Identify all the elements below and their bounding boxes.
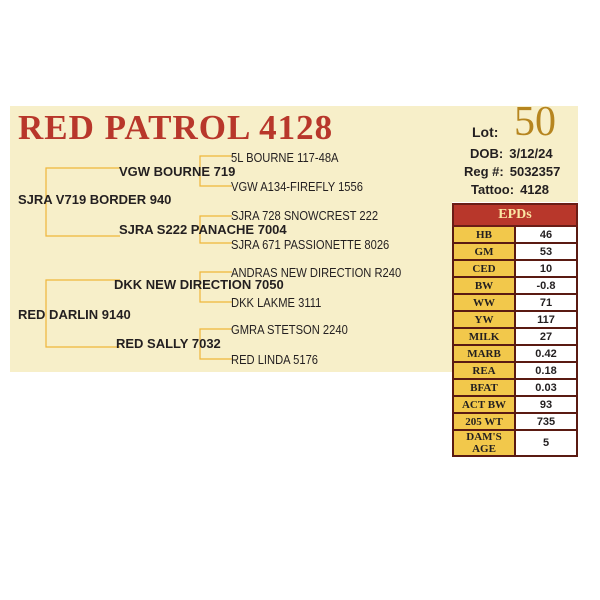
dob-label: DOB: xyxy=(470,146,504,161)
epd-row xyxy=(453,294,577,311)
epd-value: -0.8 xyxy=(515,277,577,294)
pedigree-dam: RED DARLIN 9140 xyxy=(18,307,131,322)
pedigree-sire-sire-sire: 5L BOURNE 117-48A xyxy=(231,150,339,165)
pedigree-sire-sire: VGW BOURNE 719 xyxy=(119,164,236,179)
pedigree-sire: SJRA V719 BORDER 940 xyxy=(18,192,172,207)
epd-label: GM xyxy=(453,243,515,260)
lot-number: 50 xyxy=(514,99,556,145)
lot-label: Lot: xyxy=(472,124,499,140)
epd-row xyxy=(453,226,577,243)
epd-value: 5 xyxy=(515,430,577,456)
epd-row xyxy=(453,345,577,362)
epd-row xyxy=(453,243,577,260)
epd-value: 93 xyxy=(515,396,577,413)
epd-row xyxy=(453,277,577,294)
dob-value: 3/12/24 xyxy=(509,146,553,161)
epd-label: BFAT xyxy=(453,379,515,396)
epd-value: 117 xyxy=(515,311,577,328)
epd-value: 27 xyxy=(515,328,577,345)
epd-row xyxy=(453,430,577,456)
epd-row xyxy=(453,379,577,396)
epd-label: MILK xyxy=(453,328,515,345)
pedigree-dam-dam-dam: RED LINDA 5176 xyxy=(231,352,319,367)
epd-value: 0.18 xyxy=(515,362,577,379)
epd-label: CED xyxy=(453,260,515,277)
animal-name-title: RED PATROL 4128 xyxy=(18,108,334,147)
epd-value: 71 xyxy=(515,294,577,311)
epd-row xyxy=(453,413,577,430)
pedigree-sire-dam-sire: SJRA 728 SNOWCREST 222 xyxy=(231,208,379,223)
pedigree-sire-sire-dam: VGW A134-FIREFLY 1556 xyxy=(231,179,363,194)
epd-row xyxy=(453,260,577,277)
pedigree-sire-dam-dam: SJRA 671 PASSIONETTE 8026 xyxy=(231,237,390,252)
epd-label: 205 WT xyxy=(453,413,515,430)
epd-value: 46 xyxy=(515,226,577,243)
epd-label: MARB xyxy=(453,345,515,362)
epd-table-header: EPDs xyxy=(453,204,577,226)
epd-label: REA xyxy=(453,362,515,379)
epd-value: 10 xyxy=(515,260,577,277)
pedigree-dam-sire: DKK NEW DIRECTION 7050 xyxy=(114,277,284,292)
pedigree-dam-sire-dam: DKK LAKME 3111 xyxy=(231,295,322,310)
epd-row xyxy=(453,328,577,345)
pedigree-sire-dam: SJRA S222 PANACHE 7004 xyxy=(119,222,287,237)
epd-row xyxy=(453,396,577,413)
pedigree-dam-dam: RED SALLY 7032 xyxy=(116,336,221,351)
pedigree-dam-dam-sire: GMRA STETSON 2240 xyxy=(231,322,348,337)
epd-label: DAM'S AGE xyxy=(453,430,515,456)
epd-value: 53 xyxy=(515,243,577,260)
epd-row xyxy=(453,362,577,379)
tattoo-value: 4128 xyxy=(520,182,549,197)
reg-label: Reg #: xyxy=(464,164,504,179)
pedigree-dam-sire-sire: ANDRAS NEW DIRECTION R240 xyxy=(231,265,402,280)
epd-value: 0.42 xyxy=(515,345,577,362)
tattoo-label: Tattoo: xyxy=(471,182,515,197)
epd-table xyxy=(452,203,578,457)
epd-label: YW xyxy=(453,311,515,328)
epd-label: ACT BW xyxy=(453,396,515,413)
epd-value: 735 xyxy=(515,413,577,430)
epd-label: HB xyxy=(453,226,515,243)
epd-label: BW xyxy=(453,277,515,294)
epd-value: 0.03 xyxy=(515,379,577,396)
reg-value: 5032357 xyxy=(509,164,561,179)
epd-row xyxy=(453,311,577,328)
epd-label: WW xyxy=(453,294,515,311)
